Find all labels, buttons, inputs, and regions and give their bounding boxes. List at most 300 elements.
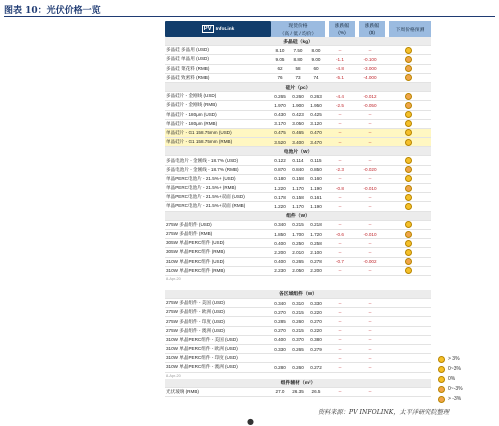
change-abs: -- xyxy=(355,317,385,326)
forecast-cell xyxy=(385,110,431,119)
pct-col-header: 涨跌幅 xyxy=(329,21,355,29)
price-high: 0.280 xyxy=(271,363,289,372)
forecast-cell xyxy=(385,220,431,229)
price-low xyxy=(289,354,307,363)
price-avg: 0.115 xyxy=(307,156,325,165)
table-row xyxy=(165,156,431,165)
section-header xyxy=(165,211,431,220)
change-abs: -- xyxy=(355,387,385,396)
price-low: 7.50 xyxy=(289,46,307,55)
product-name: 多晶电池片 - 金刚线 - 18.7% (USD) xyxy=(165,156,271,165)
table-row xyxy=(165,229,431,238)
price-low: 0.215 xyxy=(289,220,307,229)
change-pct: -- xyxy=(325,326,355,335)
price-low: 3.400 xyxy=(289,138,307,147)
change-abs: -- xyxy=(355,308,385,317)
price-low: 0.265 xyxy=(289,257,307,266)
change-abs: -- xyxy=(355,110,385,119)
price-high: 0.270 xyxy=(271,308,289,317)
forecast-col-header: 下周价格预测 xyxy=(389,21,431,37)
price-high: 76 xyxy=(271,73,289,82)
price-low: 58 xyxy=(289,64,307,73)
price-low: 2.050 xyxy=(289,266,307,275)
price-avg: 60 xyxy=(307,64,325,73)
price-high: 0.400 xyxy=(271,257,289,266)
slight-frown-icon xyxy=(405,56,412,63)
price-high: 62 xyxy=(271,64,289,73)
price-avg: 0.279 xyxy=(307,345,325,354)
change-abs: -- xyxy=(355,128,385,137)
forecast-cell xyxy=(385,202,431,211)
abs-col-unit: ($) xyxy=(359,29,385,37)
change-pct: -- xyxy=(325,299,355,308)
product-name: 310W 单晶PERC组件 - 澳洲 (USD) xyxy=(165,363,271,372)
product-name: 275W 多晶组件 (RMB) xyxy=(165,229,271,238)
change-pct: -- xyxy=(325,128,355,137)
change-pct: -- xyxy=(325,110,355,119)
change-pct: -5.1 xyxy=(325,73,355,82)
legend-item xyxy=(438,394,498,404)
change-abs: -0.010 xyxy=(355,229,385,238)
slight-frown-icon xyxy=(405,258,412,265)
product-name: 310W 单晶PERC组件 - 欧洲 (USD) xyxy=(165,345,271,354)
section-header xyxy=(165,379,431,388)
price-avg: 3.120 xyxy=(307,119,325,128)
change-abs: -3.000 xyxy=(355,64,385,73)
product-name: 多晶硅 单晶用 (USD) xyxy=(165,55,271,64)
price-low: 0.465 xyxy=(289,128,307,137)
price-avg: 1.720 xyxy=(307,229,325,238)
change-abs: -- xyxy=(355,202,385,211)
slight-frown-icon xyxy=(405,65,412,72)
legend-label: 0~-3% xyxy=(448,386,463,392)
product-name: 单晶PERC电池片 - 21.5%+ (USD) xyxy=(165,174,271,183)
section-title: 组件（W） xyxy=(165,211,431,220)
price-high: 0.340 xyxy=(271,220,289,229)
forecast-cell xyxy=(385,317,431,326)
price-low: 3.050 xyxy=(289,119,307,128)
change-abs: -4.000 xyxy=(355,73,385,82)
price-avg: 0.218 xyxy=(307,220,325,229)
change-pct: -- xyxy=(325,266,355,275)
change-abs: -- xyxy=(355,156,385,165)
table-row xyxy=(165,354,431,363)
neutral-face-icon xyxy=(405,221,412,228)
forecast-cell xyxy=(385,193,431,202)
change-pct: -- xyxy=(325,119,355,128)
smile-icon xyxy=(438,356,445,363)
price-avg: 2.100 xyxy=(307,248,325,257)
change-abs: -0.012 xyxy=(355,92,385,101)
forecast-cell xyxy=(385,387,431,396)
neutral-face-icon xyxy=(405,139,412,146)
forecast-cell xyxy=(385,165,431,174)
price-low: 0.114 xyxy=(289,156,307,165)
change-abs: -- xyxy=(355,248,385,257)
forecast-cell xyxy=(385,119,431,128)
change-pct: -- xyxy=(325,202,355,211)
slight-smile-icon xyxy=(438,366,445,373)
section-header xyxy=(165,82,431,91)
table-row xyxy=(165,239,431,248)
price-avg: 1.190 xyxy=(307,202,325,211)
change-pct: -- xyxy=(325,308,355,317)
price-high: 1.220 xyxy=(271,202,289,211)
price-low: 1.170 xyxy=(289,184,307,193)
table-row xyxy=(165,64,431,73)
forecast-cell xyxy=(385,55,431,64)
price-high xyxy=(271,354,289,363)
neutral-face-icon xyxy=(438,376,445,383)
neutral-face-icon xyxy=(405,240,412,247)
date-label: 8-Apr-20 xyxy=(166,276,181,281)
product-name: 单晶硅片 - 180μm (RMB) xyxy=(165,119,271,128)
source-note: 资料来源：PV INFOLINK，太平洋研究院整理 xyxy=(318,409,450,416)
price-low: 26.35 xyxy=(289,387,307,396)
price-low: 73 xyxy=(289,73,307,82)
neutral-face-icon xyxy=(405,267,412,274)
product-name: 单晶硅片 - G1 158.75mm (USD) xyxy=(165,128,271,137)
table-row xyxy=(165,46,431,55)
page-dot: ● xyxy=(247,417,254,426)
frown-icon xyxy=(438,396,445,403)
slight-frown-icon xyxy=(405,93,412,100)
neutral-face-icon xyxy=(405,111,412,118)
price-avg: 3.470 xyxy=(307,138,325,147)
forecast-cell xyxy=(385,299,431,308)
price-high: 27.0 xyxy=(271,387,289,396)
price-high: 0.270 xyxy=(271,326,289,335)
legend-item xyxy=(438,364,498,374)
legend-label: 0~3% xyxy=(448,366,461,372)
table-row xyxy=(165,299,431,308)
price-avg: 9.00 xyxy=(307,55,325,64)
price-high: 2.200 xyxy=(271,248,289,257)
price-low: 0.840 xyxy=(289,165,307,174)
product-name: 275W 多晶组件 - 欧洲 (USD) xyxy=(165,308,271,317)
price-high: 3.520 xyxy=(271,138,289,147)
product-name: 310W 单晶PERC组件 (RMB) xyxy=(165,266,271,275)
price-avg: 26.5 xyxy=(307,387,325,396)
spacer-row xyxy=(165,282,431,290)
page-title: 图表 10：光伏价格一览 xyxy=(4,6,101,16)
price-high: 8.10 xyxy=(271,46,289,55)
price-high: 1.970 xyxy=(271,101,289,110)
legend-label: 0% xyxy=(448,376,456,382)
forecast-cell xyxy=(385,239,431,248)
change-pct: -- xyxy=(325,317,355,326)
price-high: 0.330 xyxy=(271,345,289,354)
change-abs: -- xyxy=(355,299,385,308)
forecast-cell xyxy=(385,64,431,73)
table-row xyxy=(165,345,431,354)
price-avg: 0.272 xyxy=(307,363,325,372)
table-row xyxy=(165,92,431,101)
price-avg: 0.380 xyxy=(307,335,325,344)
price-avg: 0.278 xyxy=(307,257,325,266)
product-name: 多晶硅 多晶用 (USD) xyxy=(165,46,271,55)
change-pct: -- xyxy=(325,345,355,354)
price-low: 0.423 xyxy=(289,110,307,119)
table-row xyxy=(165,335,431,344)
product-name: 275W 多晶组件 - 美国 (USD) xyxy=(165,299,271,308)
price-low: 0.250 xyxy=(289,239,307,248)
price-high: 0.870 xyxy=(271,165,289,174)
slight-frown-icon xyxy=(405,231,412,238)
price-low: 1.170 xyxy=(289,202,307,211)
table-row xyxy=(165,326,431,335)
change-abs: -- xyxy=(355,46,385,55)
price-low: 0.215 xyxy=(289,326,307,335)
product-name: 单晶PERC电池片 - 21.5%+双面 (RMB) xyxy=(165,202,271,211)
price-high: 2.230 xyxy=(271,266,289,275)
price-avg: 0.161 xyxy=(307,193,325,202)
change-pct: -2.5 xyxy=(325,101,355,110)
legend-label: > 3% xyxy=(448,356,460,362)
forecast-cell xyxy=(385,345,431,354)
table-row xyxy=(165,174,431,183)
change-pct: -- xyxy=(325,174,355,183)
slight-frown-icon xyxy=(405,74,412,81)
section-header xyxy=(165,37,431,46)
price-high: 0.265 xyxy=(271,92,289,101)
date-label: 8-Apr-20 xyxy=(166,373,181,378)
change-abs: -- xyxy=(355,363,385,372)
product-name: 多晶硅 致密料 (RMB) xyxy=(165,73,271,82)
price-avg: 0.160 xyxy=(307,174,325,183)
price-low: 0.370 xyxy=(289,335,307,344)
table-row xyxy=(165,363,431,372)
section-header xyxy=(165,290,431,299)
section-title: 各区域组件（W） xyxy=(165,290,431,299)
product-name: 光伏玻璃 (RMB) xyxy=(165,387,271,396)
forecast-cell xyxy=(385,92,431,101)
price-low: 0.260 xyxy=(289,317,307,326)
price-high: 0.180 xyxy=(271,174,289,183)
price-high: 9.05 xyxy=(271,55,289,64)
price-avg xyxy=(307,354,325,363)
price-high: 0.430 xyxy=(271,110,289,119)
price-avg: 0.330 xyxy=(307,299,325,308)
table-row xyxy=(165,138,431,147)
price-avg: 2.200 xyxy=(307,266,325,275)
price-avg: 0.425 xyxy=(307,110,325,119)
table-row xyxy=(165,101,431,110)
product-name: 275W 多晶组件 (USD) xyxy=(165,220,271,229)
product-name: 单晶硅片 - 180μm (USD) xyxy=(165,110,271,119)
forecast-cell xyxy=(385,138,431,147)
change-abs: -- xyxy=(355,239,385,248)
infolink-logo: PV InfoLink xyxy=(165,21,271,37)
title-rule xyxy=(4,16,495,17)
neutral-face-icon xyxy=(405,157,412,164)
change-pct: -4.8 xyxy=(325,64,355,73)
price-high: 1.220 xyxy=(271,184,289,193)
slight-frown-icon xyxy=(405,166,412,173)
neutral-face-icon xyxy=(405,120,412,127)
forecast-cell xyxy=(385,174,431,183)
change-pct: -- xyxy=(325,193,355,202)
product-name: 单晶PERC电池片 - 21.5%+ (RMB) xyxy=(165,184,271,193)
neutral-face-icon xyxy=(405,129,412,136)
price-high: 1.850 xyxy=(271,229,289,238)
price-high: 3.170 xyxy=(271,119,289,128)
neutral-face-icon xyxy=(405,249,412,256)
price-avg: 0.258 xyxy=(307,239,325,248)
product-name: 多晶硅片 - 金刚线 (USD) xyxy=(165,92,271,101)
forecast-cell xyxy=(385,156,431,165)
table-row xyxy=(165,317,431,326)
price-high: 0.400 xyxy=(271,239,289,248)
section-header xyxy=(165,147,431,156)
change-pct: -- xyxy=(325,220,355,229)
table-row xyxy=(165,202,431,211)
slight-frown-icon xyxy=(405,102,412,109)
price-low: 0.260 xyxy=(289,92,307,101)
forecast-legend xyxy=(438,354,498,404)
price-high: 0.340 xyxy=(271,299,289,308)
change-pct: -- xyxy=(325,354,355,363)
product-name: 多晶硅 菜花料 (RMB) xyxy=(165,64,271,73)
table-row xyxy=(165,128,431,137)
price-low: 0.310 xyxy=(289,299,307,308)
change-abs: -- xyxy=(355,266,385,275)
price-avg: 0.220 xyxy=(307,326,325,335)
price-high: 0.122 xyxy=(271,156,289,165)
change-abs: -- xyxy=(355,193,385,202)
product-name: 多晶硅片 - 金刚线 (RMB) xyxy=(165,101,271,110)
table-row xyxy=(165,184,431,193)
product-name: 310W 单晶PERC组件 (USD) xyxy=(165,257,271,266)
change-abs: -- xyxy=(355,220,385,229)
section-title: 组件辅材（m²） xyxy=(165,379,431,388)
change-abs: -0.020 xyxy=(355,165,385,174)
table-row xyxy=(165,55,431,64)
forecast-cell xyxy=(385,308,431,317)
product-name: 多晶电池片 - 金刚线 - 18.7% (RMB) xyxy=(165,165,271,174)
price-col-header: 现货价格 xyxy=(271,21,325,29)
change-pct: -- xyxy=(325,239,355,248)
price-high: 0.178 xyxy=(271,193,289,202)
table-row xyxy=(165,119,431,128)
legend-label: > -3% xyxy=(448,396,462,402)
product-name: 310W 单晶PERC组件 - 印度 (USD) xyxy=(165,354,271,363)
price-avg: 0.470 xyxy=(307,128,325,137)
change-pct: -- xyxy=(325,46,355,55)
change-abs: -0.100 xyxy=(355,55,385,64)
table-row xyxy=(165,193,431,202)
table-row xyxy=(165,220,431,229)
price-table-container xyxy=(165,21,431,397)
product-name: 305W 单晶PERC组件 (USD) xyxy=(165,239,271,248)
change-abs: -- xyxy=(355,326,385,335)
legend-item xyxy=(438,354,498,364)
price-avg: 8.00 xyxy=(307,46,325,55)
table-row xyxy=(165,266,431,275)
change-abs: -- xyxy=(355,119,385,128)
change-abs: -0.010 xyxy=(355,184,385,193)
section-title: 电池片（W） xyxy=(165,147,431,156)
price-avg: 0.220 xyxy=(307,308,325,317)
table-row xyxy=(165,308,431,317)
price-avg: 74 xyxy=(307,73,325,82)
change-pct: -2.3 xyxy=(325,165,355,174)
price-avg: 1.950 xyxy=(307,101,325,110)
forecast-cell xyxy=(385,354,431,363)
price-high: 0.285 xyxy=(271,317,289,326)
forecast-cell xyxy=(385,363,431,372)
table-row xyxy=(165,387,431,396)
change-abs: -- xyxy=(355,138,385,147)
change-abs: -- xyxy=(355,345,385,354)
forecast-cell xyxy=(385,184,431,193)
neutral-face-icon xyxy=(405,175,412,182)
price-avg: 1.190 xyxy=(307,184,325,193)
change-pct: -- xyxy=(325,248,355,257)
forecast-cell xyxy=(385,101,431,110)
change-pct: -0.7 xyxy=(325,257,355,266)
price-low: 0.215 xyxy=(289,308,307,317)
slight-frown-icon xyxy=(405,185,412,192)
price-low: 1.900 xyxy=(289,101,307,110)
change-abs: -0.050 xyxy=(355,101,385,110)
change-abs: -- xyxy=(355,335,385,344)
price-low: 8.80 xyxy=(289,55,307,64)
forecast-cell xyxy=(385,73,431,82)
neutral-face-icon xyxy=(405,194,412,201)
table-row xyxy=(165,248,431,257)
abs-col-header: 涨跌幅 xyxy=(359,21,385,29)
price-low: 0.158 xyxy=(289,174,307,183)
forecast-cell xyxy=(385,46,431,55)
neutral-face-icon xyxy=(405,203,412,210)
price-high: 0.400 xyxy=(271,335,289,344)
product-name: 275W 多晶组件 - 澳洲 (USD) xyxy=(165,326,271,335)
forecast-cell xyxy=(385,229,431,238)
price-low: 0.260 xyxy=(289,363,307,372)
change-pct: -0.6 xyxy=(325,229,355,238)
section-title: 硅片（pc） xyxy=(165,82,431,91)
product-name: 单晶硅片 - G1 158.75mm (RMB) xyxy=(165,138,271,147)
change-pct: -1.1 xyxy=(325,55,355,64)
change-pct: -- xyxy=(325,335,355,344)
table-header xyxy=(165,21,431,37)
change-abs: -- xyxy=(355,174,385,183)
forecast-cell xyxy=(385,266,431,275)
product-name: 305W 单晶PERC组件 (RMB) xyxy=(165,248,271,257)
price-table xyxy=(165,37,431,397)
price-low: 0.265 xyxy=(289,345,307,354)
forecast-cell xyxy=(385,326,431,335)
price-col-sub: （高 / 低 / 均价） xyxy=(271,29,325,37)
change-pct: -- xyxy=(325,138,355,147)
change-pct: -- xyxy=(325,363,355,372)
change-pct: -- xyxy=(325,156,355,165)
price-avg: 0.270 xyxy=(307,317,325,326)
forecast-cell xyxy=(385,248,431,257)
change-abs: -- xyxy=(355,354,385,363)
neutral-face-icon xyxy=(405,47,412,54)
price-high: 0.475 xyxy=(271,128,289,137)
table-row xyxy=(165,73,431,82)
forecast-cell xyxy=(385,335,431,344)
slight-frown-icon xyxy=(438,386,445,393)
price-low: 1.700 xyxy=(289,229,307,238)
price-avg: 0.850 xyxy=(307,165,325,174)
table-row xyxy=(165,257,431,266)
table-row xyxy=(165,110,431,119)
legend-item xyxy=(438,374,498,384)
